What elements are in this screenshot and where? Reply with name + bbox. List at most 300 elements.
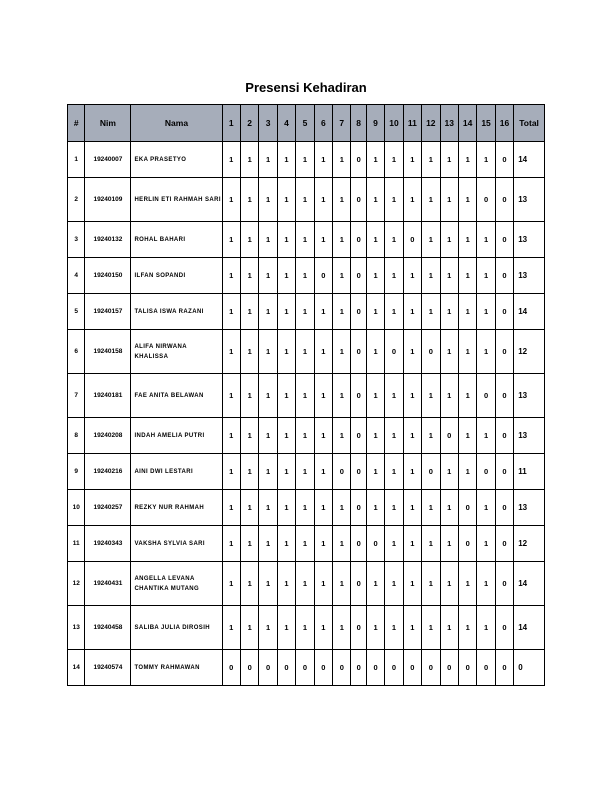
attendance-cell: 1 — [259, 490, 277, 526]
name-cell: REZKY NUR RAHMAH — [131, 490, 222, 526]
attendance-cell: 0 — [366, 526, 384, 562]
attendance-cell: 0 — [403, 222, 421, 258]
attendance-cell: 1 — [259, 142, 277, 178]
attendance-cell: 0 — [351, 454, 366, 490]
attendance-cell: 1 — [385, 526, 403, 562]
attendance-cell: 1 — [277, 418, 295, 454]
attendance-cell: 0 — [495, 330, 513, 374]
attendance-cell: 1 — [277, 294, 295, 330]
attendance-cell: 0 — [477, 178, 495, 222]
row-number-cell: 6 — [68, 330, 85, 374]
table-row — [68, 562, 545, 606]
attendance-cell: 1 — [440, 526, 458, 562]
column-header: 11 — [403, 105, 421, 142]
attendance-cell: 0 — [495, 142, 513, 178]
attendance-cell: 0 — [458, 650, 476, 686]
attendance-cell: 1 — [222, 526, 240, 562]
attendance-cell: 1 — [259, 374, 277, 418]
attendance-cell: 1 — [366, 454, 384, 490]
attendance-cell: 1 — [366, 294, 384, 330]
column-header: 10 — [385, 105, 403, 142]
page-title: Presensi Kehadiran — [245, 80, 367, 95]
attendance-cell: 0 — [222, 650, 240, 686]
row-number-cell: 13 — [68, 606, 85, 650]
attendance-cell: 0 — [477, 650, 495, 686]
attendance-cell: 1 — [477, 562, 495, 606]
table-row — [68, 490, 545, 526]
column-header: 14 — [458, 105, 476, 142]
attendance-cell: 1 — [385, 178, 403, 222]
attendance-cell: 0 — [351, 330, 366, 374]
row-number-cell: 3 — [68, 222, 85, 258]
attendance-cell: 1 — [333, 222, 351, 258]
attendance-cell: 1 — [477, 258, 495, 294]
attendance-cell: 1 — [240, 258, 258, 294]
attendance-cell: 1 — [422, 178, 440, 222]
attendance-cell: 1 — [477, 294, 495, 330]
attendance-cell: 1 — [333, 294, 351, 330]
attendance-cell: 1 — [222, 294, 240, 330]
attendance-cell: 1 — [403, 330, 421, 374]
column-header: 12 — [422, 105, 440, 142]
attendance-cell: 1 — [240, 142, 258, 178]
attendance-cell: 1 — [259, 330, 277, 374]
nim-cell: 19240007 — [85, 142, 131, 178]
attendance-cell: 1 — [477, 418, 495, 454]
attendance-cell: 0 — [440, 650, 458, 686]
name-cell: VAKSHA SYLVIA SARI — [131, 526, 222, 562]
attendance-cell: 1 — [385, 374, 403, 418]
attendance-cell: 1 — [222, 418, 240, 454]
column-header: 6 — [314, 105, 332, 142]
attendance-cell: 1 — [314, 374, 332, 418]
attendance-cell: 1 — [314, 606, 332, 650]
total-cell: 0 — [514, 650, 545, 686]
attendance-cell: 1 — [296, 418, 314, 454]
nim-cell: 19240181 — [85, 374, 131, 418]
attendance-cell: 1 — [366, 258, 384, 294]
attendance-cell: 1 — [440, 294, 458, 330]
name-cell: INDAH AMELIA PUTRI — [131, 418, 222, 454]
table-row — [68, 330, 545, 374]
column-header: 13 — [440, 105, 458, 142]
attendance-cell: 1 — [385, 142, 403, 178]
row-number-cell: 7 — [68, 374, 85, 418]
column-header: Nama — [131, 105, 222, 142]
total-cell: 13 — [514, 222, 545, 258]
attendance-cell: 1 — [296, 258, 314, 294]
row-number-cell: 1 — [68, 142, 85, 178]
total-cell: 13 — [514, 178, 545, 222]
attendance-cell: 1 — [440, 258, 458, 294]
attendance-cell: 1 — [240, 454, 258, 490]
attendance-cell: 1 — [403, 142, 421, 178]
attendance-cell: 1 — [477, 142, 495, 178]
attendance-cell: 1 — [385, 222, 403, 258]
attendance-cell: 1 — [240, 374, 258, 418]
attendance-cell: 1 — [385, 490, 403, 526]
name-cell: TOMMY RAHMAWAN — [131, 650, 222, 686]
table-row — [68, 650, 545, 686]
attendance-cell: 1 — [259, 562, 277, 606]
attendance-cell: 0 — [495, 526, 513, 562]
attendance-cell: 1 — [403, 258, 421, 294]
attendance-cell: 1 — [314, 526, 332, 562]
attendance-cell: 1 — [277, 374, 295, 418]
attendance-cell: 1 — [385, 606, 403, 650]
attendance-cell: 0 — [422, 650, 440, 686]
attendance-cell: 0 — [351, 562, 366, 606]
attendance-cell: 1 — [222, 562, 240, 606]
attendance-cell: 1 — [403, 418, 421, 454]
attendance-cell: 1 — [477, 490, 495, 526]
attendance-cell: 1 — [296, 454, 314, 490]
attendance-cell: 1 — [296, 526, 314, 562]
column-header: 7 — [333, 105, 351, 142]
attendance-cell: 1 — [259, 606, 277, 650]
row-number-cell: 4 — [68, 258, 85, 294]
attendance-cell: 0 — [495, 178, 513, 222]
total-cell: 13 — [514, 258, 545, 294]
row-number-cell: 11 — [68, 526, 85, 562]
attendance-cell: 0 — [351, 142, 366, 178]
attendance-cell: 1 — [222, 454, 240, 490]
column-header: 16 — [495, 105, 513, 142]
attendance-cell: 1 — [277, 178, 295, 222]
attendance-cell: 0 — [495, 222, 513, 258]
attendance-cell: 0 — [366, 650, 384, 686]
table-row — [68, 606, 545, 650]
attendance-cell: 0 — [495, 374, 513, 418]
attendance-cell: 0 — [351, 526, 366, 562]
attendance-cell: 0 — [240, 650, 258, 686]
total-cell: 14 — [514, 606, 545, 650]
attendance-cell: 0 — [495, 294, 513, 330]
row-number-cell: 9 — [68, 454, 85, 490]
attendance-cell: 1 — [458, 258, 476, 294]
attendance-cell: 0 — [458, 490, 476, 526]
attendance-cell: 1 — [333, 562, 351, 606]
attendance-cell: 1 — [314, 222, 332, 258]
table-row — [68, 294, 545, 330]
total-cell: 12 — [514, 330, 545, 374]
attendance-cell: 1 — [477, 526, 495, 562]
attendance-cell: 1 — [385, 294, 403, 330]
column-header: Nim — [85, 105, 131, 142]
attendance-cell: 1 — [458, 454, 476, 490]
attendance-cell: 1 — [296, 606, 314, 650]
nim-cell: 19240216 — [85, 454, 131, 490]
total-cell: 13 — [514, 418, 545, 454]
attendance-cell: 0 — [495, 650, 513, 686]
nim-cell: 19240208 — [85, 418, 131, 454]
attendance-cell: 1 — [333, 606, 351, 650]
attendance-cell: 1 — [366, 562, 384, 606]
column-header: 5 — [296, 105, 314, 142]
attendance-cell: 0 — [351, 294, 366, 330]
attendance-cell: 1 — [403, 562, 421, 606]
attendance-cell: 0 — [422, 330, 440, 374]
attendance-cell: 1 — [458, 374, 476, 418]
column-header: 2 — [240, 105, 258, 142]
name-cell: AINI DWI LESTARI — [131, 454, 222, 490]
attendance-cell: 1 — [314, 490, 332, 526]
attendance-cell: 1 — [333, 418, 351, 454]
name-cell: FAE ANITA BELAWAN — [131, 374, 222, 418]
attendance-cell: 1 — [296, 562, 314, 606]
attendance-cell: 0 — [351, 418, 366, 454]
attendance-cell: 0 — [495, 606, 513, 650]
attendance-cell: 0 — [314, 650, 332, 686]
table-row — [68, 526, 545, 562]
attendance-cell: 1 — [277, 222, 295, 258]
column-header: 4 — [277, 105, 295, 142]
attendance-cell: 1 — [403, 490, 421, 526]
attendance-cell: 0 — [495, 562, 513, 606]
row-number-cell: 10 — [68, 490, 85, 526]
name-cell: ROHAL BAHARI — [131, 222, 222, 258]
attendance-cell: 0 — [277, 650, 295, 686]
total-cell: 13 — [514, 374, 545, 418]
attendance-cell: 1 — [458, 418, 476, 454]
attendance-cell: 1 — [314, 294, 332, 330]
attendance-cell: 1 — [458, 222, 476, 258]
attendance-cell: 1 — [277, 606, 295, 650]
attendance-cell: 1 — [440, 374, 458, 418]
total-cell: 13 — [514, 490, 545, 526]
attendance-cell: 1 — [422, 490, 440, 526]
attendance-cell: 1 — [259, 222, 277, 258]
attendance-cell: 1 — [296, 222, 314, 258]
nim-cell: 19240150 — [85, 258, 131, 294]
table-row — [68, 142, 545, 178]
attendance-cell: 1 — [222, 222, 240, 258]
total-cell: 14 — [514, 294, 545, 330]
attendance-cell: 0 — [495, 454, 513, 490]
attendance-cell: 0 — [351, 258, 366, 294]
column-header: 3 — [259, 105, 277, 142]
attendance-cell: 1 — [314, 418, 332, 454]
attendance-cell: 1 — [314, 330, 332, 374]
table-row — [68, 418, 545, 454]
table-row — [68, 222, 545, 258]
row-number-cell: 12 — [68, 562, 85, 606]
attendance-cell: 1 — [277, 330, 295, 374]
attendance-cell: 1 — [296, 374, 314, 418]
attendance-cell: 1 — [440, 490, 458, 526]
row-number-cell: 2 — [68, 178, 85, 222]
attendance-cell: 1 — [385, 562, 403, 606]
header-row — [68, 105, 545, 142]
column-header: 15 — [477, 105, 495, 142]
attendance-cell: 1 — [333, 142, 351, 178]
attendance-cell: 0 — [477, 454, 495, 490]
attendance-cell: 1 — [240, 330, 258, 374]
attendance-cell: 1 — [277, 454, 295, 490]
attendance-cell: 1 — [222, 606, 240, 650]
attendance-cell: 0 — [477, 374, 495, 418]
attendance-cell: 1 — [314, 454, 332, 490]
attendance-cell: 1 — [366, 142, 384, 178]
attendance-cell: 0 — [333, 454, 351, 490]
attendance-cell: 1 — [296, 294, 314, 330]
attendance-cell: 1 — [366, 418, 384, 454]
attendance-cell: 1 — [477, 222, 495, 258]
attendance-cell: 1 — [259, 526, 277, 562]
attendance-cell: 0 — [296, 650, 314, 686]
attendance-cell: 1 — [259, 294, 277, 330]
attendance-cell: 1 — [314, 562, 332, 606]
attendance-cell: 1 — [440, 222, 458, 258]
attendance-cell: 0 — [385, 650, 403, 686]
attendance-cell: 1 — [240, 418, 258, 454]
column-header: # — [68, 105, 85, 142]
attendance-cell: 1 — [385, 418, 403, 454]
attendance-cell: 1 — [277, 490, 295, 526]
attendance-cell: 1 — [403, 374, 421, 418]
attendance-cell: 1 — [422, 562, 440, 606]
name-cell: ILFAN SOPANDI — [131, 258, 222, 294]
table-row — [68, 454, 545, 490]
nim-cell: 19240431 — [85, 562, 131, 606]
name-cell: EKA PRASETYO — [131, 142, 222, 178]
attendance-cell: 1 — [277, 142, 295, 178]
attendance-cell: 1 — [366, 222, 384, 258]
attendance-cell: 1 — [259, 454, 277, 490]
attendance-cell: 1 — [458, 562, 476, 606]
attendance-cell: 0 — [351, 374, 366, 418]
attendance-cell: 1 — [333, 258, 351, 294]
total-cell: 14 — [514, 142, 545, 178]
column-header: 9 — [366, 105, 384, 142]
table-row — [68, 178, 545, 222]
attendance-cell: 0 — [440, 418, 458, 454]
name-cell: ANGELLA LEVANA CHANTIKA MUTANG — [131, 562, 222, 606]
attendance-cell: 1 — [366, 374, 384, 418]
attendance-cell: 1 — [333, 374, 351, 418]
attendance-cell: 1 — [222, 178, 240, 222]
attendance-cell: 1 — [403, 178, 421, 222]
attendance-cell: 1 — [422, 418, 440, 454]
row-number-cell: 8 — [68, 418, 85, 454]
attendance-cell: 1 — [440, 178, 458, 222]
attendance-cell: 1 — [385, 258, 403, 294]
attendance-cell: 1 — [458, 142, 476, 178]
attendance-cell: 1 — [314, 142, 332, 178]
attendance-cell: 1 — [422, 222, 440, 258]
table-row — [68, 258, 545, 294]
attendance-cell: 0 — [259, 650, 277, 686]
attendance-cell: 1 — [458, 330, 476, 374]
attendance-cell: 0 — [351, 490, 366, 526]
attendance-cell: 1 — [422, 258, 440, 294]
attendance-cell: 1 — [422, 606, 440, 650]
attendance-cell: 1 — [240, 178, 258, 222]
nim-cell: 19240343 — [85, 526, 131, 562]
attendance-cell: 1 — [422, 374, 440, 418]
attendance-cell: 1 — [333, 490, 351, 526]
attendance-cell: 1 — [222, 258, 240, 294]
total-cell: 14 — [514, 562, 545, 606]
attendance-cell: 1 — [403, 294, 421, 330]
attendance-cell: 1 — [240, 606, 258, 650]
attendance-cell: 1 — [366, 178, 384, 222]
nim-cell: 19240458 — [85, 606, 131, 650]
attendance-cell: 1 — [422, 142, 440, 178]
nim-cell: 19240109 — [85, 178, 131, 222]
attendance-cell: 1 — [277, 526, 295, 562]
name-cell: ALIFA NIRWANA KHALISSA — [131, 330, 222, 374]
attendance-cell: 1 — [240, 526, 258, 562]
nim-cell: 19240158 — [85, 330, 131, 374]
row-number-cell: 5 — [68, 294, 85, 330]
name-cell: HERLIN ETI RAHMAH SARI — [131, 178, 222, 222]
column-header: 8 — [351, 105, 366, 142]
nim-cell: 19240257 — [85, 490, 131, 526]
attendance-cell: 1 — [458, 606, 476, 650]
attendance-cell: 1 — [240, 490, 258, 526]
nim-cell: 19240574 — [85, 650, 131, 686]
attendance-cell: 1 — [296, 142, 314, 178]
column-header: Total — [514, 105, 545, 142]
attendance-cell: 1 — [366, 330, 384, 374]
attendance-cell: 1 — [403, 454, 421, 490]
attendance-cell: 1 — [277, 258, 295, 294]
attendance-cell: 1 — [240, 562, 258, 606]
attendance-cell: 1 — [333, 330, 351, 374]
name-cell: TALISA ISWA RAZANI — [131, 294, 222, 330]
attendance-cell: 0 — [351, 650, 366, 686]
attendance-cell: 0 — [385, 330, 403, 374]
attendance-cell: 1 — [222, 142, 240, 178]
attendance-cell: 1 — [296, 178, 314, 222]
attendance-cell: 1 — [440, 562, 458, 606]
attendance-cell: 1 — [222, 374, 240, 418]
attendance-cell: 0 — [458, 526, 476, 562]
attendance-cell: 1 — [440, 142, 458, 178]
attendance-cell: 1 — [240, 222, 258, 258]
nim-cell: 19240132 — [85, 222, 131, 258]
attendance-cell: 1 — [385, 454, 403, 490]
attendance-cell: 1 — [477, 606, 495, 650]
attendance-cell: 1 — [403, 526, 421, 562]
attendance-cell: 1 — [403, 606, 421, 650]
attendance-cell: 1 — [259, 178, 277, 222]
attendance-cell: 1 — [333, 526, 351, 562]
attendance-cell: 1 — [366, 606, 384, 650]
attendance-cell: 0 — [351, 606, 366, 650]
attendance-cell: 1 — [259, 258, 277, 294]
attendance-cell: 1 — [296, 490, 314, 526]
name-cell: SALIBA JULIA DIROSIH — [131, 606, 222, 650]
attendance-cell: 1 — [222, 330, 240, 374]
attendance-cell: 0 — [333, 650, 351, 686]
attendance-cell: 1 — [440, 606, 458, 650]
attendance-cell: 1 — [477, 330, 495, 374]
attendance-cell: 1 — [422, 526, 440, 562]
attendance-cell: 0 — [314, 258, 332, 294]
attendance-cell: 0 — [351, 222, 366, 258]
attendance-cell: 1 — [422, 294, 440, 330]
attendance-cell: 1 — [366, 490, 384, 526]
attendance-cell: 0 — [422, 454, 440, 490]
total-cell: 12 — [514, 526, 545, 562]
attendance-cell: 1 — [296, 330, 314, 374]
nim-cell: 19240157 — [85, 294, 131, 330]
attendance-cell: 1 — [240, 294, 258, 330]
table-row — [68, 374, 545, 418]
total-cell: 11 — [514, 454, 545, 490]
